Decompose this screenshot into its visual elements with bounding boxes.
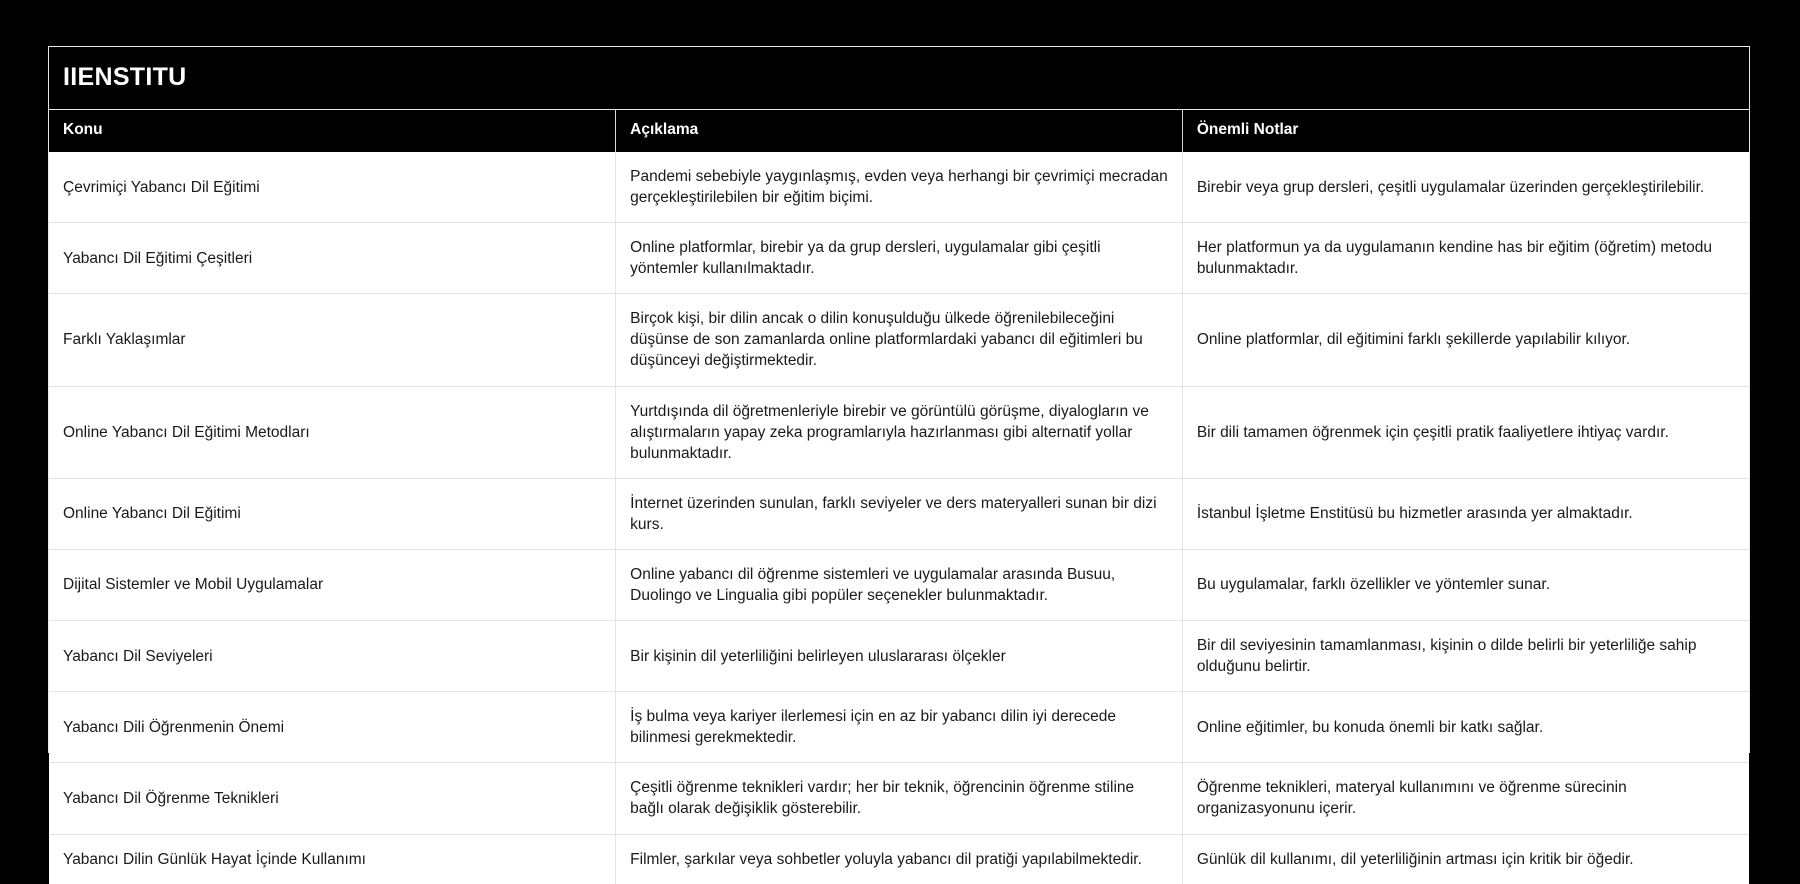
cell-konu-text: Yabancı Dil Seviyeleri — [63, 647, 213, 665]
cell-konu-text: Online Yabancı Dil Eğitimi — [63, 505, 241, 523]
cell-konu — [49, 692, 616, 763]
cell-aciklama — [616, 386, 1183, 478]
cell-onemli-notlar-text: İstanbul İşletme Enstitüsü bu hizmetler arasında yer almaktadır. — [1196, 505, 1633, 523]
cell-aciklama-text: İş bulma veya kariyer ilerlemesi için en az bir yabancı dilin iyi derecede bilinmesi gerekmektedir. — [630, 708, 1117, 747]
cell-aciklama-text: Pandemi sebebiyle yaygınlaşmış, evden veya herhangi bir çevrimiçi mecradan gerçekleştirilebilen bir eğitim biçimi. — [630, 168, 1168, 207]
cell-onemli-notlar-text: Öğrenme teknikleri, materyal kullanımını ve öğrenme sürecinin organizasyonunu içerir. — [1196, 779, 1627, 818]
cell-konu — [49, 763, 616, 834]
column-header-row — [49, 109, 1749, 152]
cell-onemli-notlar-text: Bir dili tamamen öğrenmek için çeşitli pratik faaliyetlere ihtiyaç vardır. — [1196, 423, 1669, 441]
cell-konu — [49, 223, 616, 294]
cell-aciklama — [616, 294, 1183, 386]
column-header-aciklama[interactable]: Açıklama — [616, 109, 1183, 152]
cell-konu — [49, 152, 616, 223]
cell-onemli-notlar — [1182, 692, 1749, 763]
column-header-onemli-notlar[interactable]: Önemli Notlar — [1182, 109, 1749, 152]
table-row — [49, 294, 1749, 386]
cell-konu-text: Yabancı Dilin Günlük Hayat İçinde Kullanımı — [63, 850, 366, 868]
cell-konu — [49, 478, 616, 549]
cell-konu-text: Çevrimiçi Yabancı Dil Eğitimi — [63, 178, 260, 196]
table-row — [49, 692, 1749, 763]
info-table-container — [48, 46, 1750, 868]
cell-aciklama — [616, 621, 1183, 692]
cell-onemli-notlar — [1182, 549, 1749, 620]
cell-onemli-notlar-text: Birebir veya grup dersleri, çeşitli uygulamalar üzerinden gerçekleştirilebilir. — [1196, 178, 1705, 196]
cell-aciklama-text: Online platformlar, birebir ya da grup dersleri, uygulamalar gibi çeşitli yöntemler kullanılmaktadır. — [630, 239, 1101, 278]
table-row — [49, 834, 1749, 884]
cell-onemli-notlar — [1182, 478, 1749, 549]
table-row — [49, 621, 1749, 692]
table-row — [49, 386, 1749, 478]
cell-aciklama — [616, 834, 1183, 884]
cell-konu-text: Online Yabancı Dil Eğitimi Metodları — [63, 423, 310, 441]
cell-konu — [49, 549, 616, 620]
cell-konu — [49, 621, 616, 692]
table-head — [49, 47, 1749, 152]
brand-header-row — [49, 47, 1749, 109]
cell-onemli-notlar — [1182, 294, 1749, 386]
brand-title: IIENSTITU — [63, 63, 187, 91]
cell-konu-text: Farklı Yaklaşımlar — [63, 331, 186, 349]
cell-aciklama — [616, 152, 1183, 223]
cell-onemli-notlar — [1182, 621, 1749, 692]
cell-konu-text: Dijital Sistemler ve Mobil Uygulamalar — [63, 576, 324, 594]
info-table — [49, 47, 1749, 884]
brand-header-cell — [49, 47, 1749, 109]
cell-onemli-notlar-text: Online eğitimler, bu konuda önemli bir katkı sağlar. — [1196, 718, 1544, 736]
cell-konu-text: Yabancı Dili Öğrenmenin Önemi — [63, 718, 285, 736]
table-body — [49, 152, 1749, 884]
cell-onemli-notlar-text: Bu uygulamalar, farklı özellikler ve yöntemler sunar. — [1196, 576, 1551, 594]
cell-aciklama-text: Birçok kişi, bir dilin ancak o dilin konuşulduğu ülkede öğrenilebileceğini düşünse de son zamanlarda online platformlardaki yabancı dil eğitimleri bu düşünceyi değiştirmektedir. — [630, 310, 1143, 370]
cell-onemli-notlar — [1182, 152, 1749, 223]
cell-aciklama — [616, 549, 1183, 620]
cell-aciklama — [616, 478, 1183, 549]
table-row — [49, 763, 1749, 834]
cell-konu-text: Yabancı Dil Eğitimi Çeşitleri — [63, 249, 253, 267]
cell-onemli-notlar — [1182, 223, 1749, 294]
cell-aciklama — [616, 763, 1183, 834]
cell-aciklama — [616, 692, 1183, 763]
cell-aciklama-text: Bir kişinin dil yeterliliğini belirleyen uluslararası ölçekler — [630, 647, 1006, 665]
cell-aciklama-text: Filmler, şarkılar veya sohbetler yoluyla yabancı dil pratiği yapılabilmektedir. — [630, 850, 1142, 868]
cell-onemli-notlar-text: Online platformlar, dil eğitimini farklı şekillerde yapılabilir kılıyor. — [1196, 331, 1631, 349]
cell-aciklama-text: Çeşitli öğrenme teknikleri vardır; her bir teknik, öğrencinin öğrenme stiline bağlı olarak değişiklik gösterebilir. — [630, 779, 1135, 818]
cell-onemli-notlar-text: Her platformun ya da uygulamanın kendine has bir eğitim (öğretim) metodu bulunmaktadır. — [1196, 239, 1713, 278]
cell-aciklama — [616, 223, 1183, 294]
table-row — [49, 152, 1749, 223]
cell-aciklama-text: Online yabancı dil öğrenme sistemleri ve uygulamalar arasında Busuu, Duolingo ve Lingualia gibi popüler seçenekler bulunmaktadır. — [630, 565, 1116, 605]
table-row — [49, 549, 1749, 620]
column-header-konu[interactable]: Konu — [49, 109, 616, 152]
cell-onemli-notlar-text: Bir dil seviyesinin tamamlanması, kişinin o dilde belirli bir yeterliliğe sahip olduğunu belirtir. — [1196, 637, 1697, 676]
cell-konu — [49, 834, 616, 884]
cell-onemli-notlar — [1182, 386, 1749, 478]
cell-onemli-notlar — [1182, 763, 1749, 834]
cell-konu-text: Yabancı Dil Öğrenme Teknikleri — [63, 789, 279, 807]
cell-onemli-notlar-text: Günlük dil kullanımı, dil yeterliliğinin artması için kritik bir öğedir. — [1196, 850, 1634, 868]
table-row — [49, 478, 1749, 549]
cell-konu — [49, 294, 616, 386]
cell-aciklama-text: İnternet üzerinden sunulan, farklı seviyeler ve ders materyalleri sunan bir dizi kurs. — [630, 494, 1157, 533]
cell-aciklama-text: Yurtdışında dil öğretmenleriyle birebir ve görüntülü görüşme, diyalogların ve alıştırmaların yapay zeka programlarıyla hazırlanması gibi alternatif yollar bulunmaktadır. — [630, 402, 1149, 462]
table-row — [49, 223, 1749, 294]
cell-konu — [49, 386, 616, 478]
cell-onemli-notlar — [1182, 834, 1749, 884]
